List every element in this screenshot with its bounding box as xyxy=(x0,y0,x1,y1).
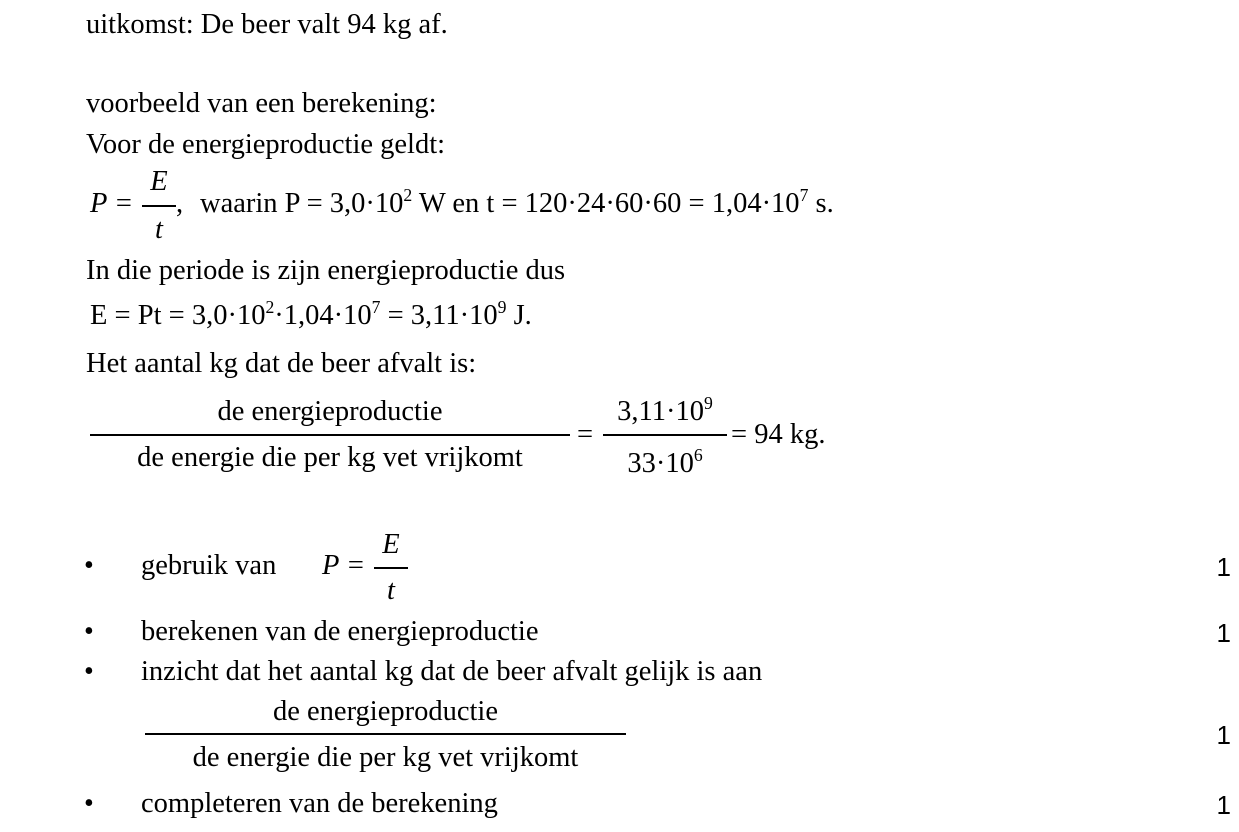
rubric-word-bar xyxy=(145,733,626,735)
rubric-bullet: • xyxy=(84,616,94,647)
energy-exp3: 9 xyxy=(497,297,507,318)
unit-seconds: s. xyxy=(815,188,834,219)
rubric-word-fraction xyxy=(145,696,626,778)
kg-number-numerator-exp: 9 xyxy=(703,393,713,414)
kg-line: Het aantal kg dat de beer afvalt is: xyxy=(86,348,477,379)
kg-fraction-bar xyxy=(90,434,570,436)
rubric-bullet: • xyxy=(84,656,94,687)
formula-power-comma: , xyxy=(176,188,184,219)
rubric-word-numerator: de energieproductie xyxy=(273,696,498,727)
rubric-text: berekenen van de energieproductie xyxy=(141,616,539,647)
p-exponent: 2 xyxy=(403,185,413,206)
kg-number-bar xyxy=(603,434,727,436)
kg-number-denominator: 33·10 xyxy=(627,448,694,479)
kg-fraction-numerator: de energieproductie xyxy=(217,396,443,427)
energy-exp1: 2 xyxy=(265,297,275,318)
rubric-formula-lhs: P = xyxy=(322,550,366,581)
rubric-score: 1 xyxy=(1216,790,1231,820)
energy-part3: = 3,11·10 xyxy=(387,300,498,331)
energy-exp2: 7 xyxy=(371,297,381,318)
waarin-word: waarin xyxy=(200,188,278,219)
energy-intro: Voor de energieproductie geldt: xyxy=(86,129,446,160)
t-exponent: 7 xyxy=(799,185,809,206)
rubric-fraction-bar xyxy=(374,567,408,569)
t-value: t = 120·24·60·60 = 1,04·10 xyxy=(486,188,800,219)
rubric-text: inzicht dat het aantal kg dat de beer afvalt gelijk is aan xyxy=(141,656,763,687)
kg-result: = 94 kg. xyxy=(731,419,826,450)
result-line: uitkomst: De beer valt 94 kg af. xyxy=(86,9,448,40)
kg-equals-1: = xyxy=(577,419,594,450)
fraction-denominator: t xyxy=(155,214,163,245)
kg-number-denominator-exp: 6 xyxy=(693,445,703,466)
rubric-bullet: • xyxy=(84,550,94,581)
kg-number-numerator: 3,11·10 xyxy=(617,396,704,427)
rubric-bullet: • xyxy=(84,788,94,819)
formula-power-lhs: P = xyxy=(90,188,134,219)
rubric-formula-fraction xyxy=(374,531,408,607)
example-heading: voorbeeld van een berekening: xyxy=(86,88,437,119)
p-value: P = 3,0·10 xyxy=(284,188,404,219)
rubric-score: 1 xyxy=(1216,720,1231,750)
rubric-text: completeren van de berekening xyxy=(141,788,498,819)
kg-fraction-denominator: de energie die per kg vet vrijkomt xyxy=(137,442,523,473)
rubric-word-denominator: de energie die per kg vet vrijkomt xyxy=(192,742,579,773)
rubric-score: 1 xyxy=(1216,618,1231,648)
rubric-fraction-denominator: t xyxy=(387,575,395,606)
rubric-text: gebruik van xyxy=(141,550,277,581)
period-line: In die periode is zijn energieproductie dus xyxy=(86,255,566,286)
energy-unit: J. xyxy=(513,300,532,331)
kg-number-fraction xyxy=(603,392,727,478)
energy-part1: E = Pt = 3,0·10 xyxy=(90,300,266,331)
formula-energy xyxy=(90,297,532,331)
fraction-bar xyxy=(142,205,176,207)
formula-power-fraction xyxy=(142,168,176,244)
unit-watt: W en xyxy=(418,188,480,219)
energy-part2: ·1,04·10 xyxy=(274,300,372,331)
fraction-numerator: E xyxy=(150,166,168,197)
rubric-fraction-numerator: E xyxy=(382,529,400,560)
rubric-score: 1 xyxy=(1216,552,1231,582)
kg-word-fraction xyxy=(90,396,570,478)
